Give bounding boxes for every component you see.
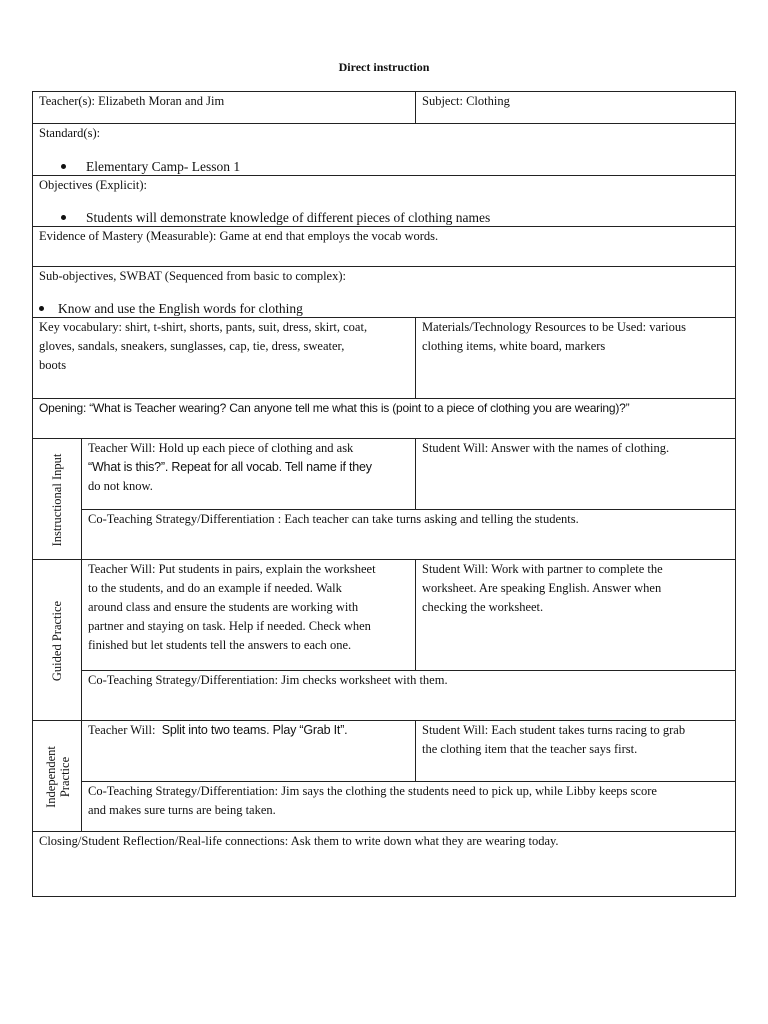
sub-objectives-label: Sub-objectives, SWBAT (Sequenced from basic to complex): <box>39 269 346 283</box>
closing-text: Closing/Student Reflection/Real-life connections: Ask them to write down what they are wearing today. <box>39 834 559 848</box>
guided-coteach-text: Co-Teaching Strategy/Differentiation: Jim checks worksheet with them. <box>88 673 448 687</box>
guided-student-cell <box>415 559 736 671</box>
key-vocabulary-cell <box>32 317 416 399</box>
independent-coteach-cell <box>81 781 736 832</box>
standards-cell <box>32 123 736 176</box>
independent-practice-label <box>44 720 72 832</box>
independent-student-line-2: the clothing item that the teacher says first. <box>422 742 638 756</box>
objectives-cell <box>32 175 736 227</box>
guided-student-line-1: Student Will: Work with partner to complete the <box>422 562 663 576</box>
independent-coteach-line-2: and makes sure turns are being taken. <box>88 803 276 817</box>
instructional-input-label-cell <box>32 438 82 560</box>
standards-label: Standard(s): <box>39 126 101 140</box>
standards-item: Elementary Camp- Lesson 1 <box>61 157 240 176</box>
guided-teacher-cell <box>81 559 416 671</box>
materials-cell <box>415 317 736 399</box>
key-vocabulary-line-2: gloves, sandals, sneakers, sunglasses, cap, tie, dress, sweater, <box>39 339 345 353</box>
guided-teacher-line-5: finished but let students tell the answers to each one. <box>88 638 352 652</box>
objectives-label: Objectives (Explicit): <box>39 178 147 192</box>
evidence-cell <box>32 226 736 267</box>
key-vocabulary-line-1: Key vocabulary: shirt, t-shirt, shorts, pants, suit, dress, skirt, coat, <box>39 320 368 334</box>
guided-teacher-line-4: partner and staying on task. Help if needed. Check when <box>88 619 371 633</box>
guided-teacher-line-3: around class and ensure the students are working with <box>88 600 359 614</box>
teacher-cell <box>32 91 416 124</box>
instructional-coteach-cell <box>81 509 736 560</box>
guided-student-line-3: checking the worksheet. <box>422 600 544 614</box>
instructional-student-cell <box>415 438 736 510</box>
instructional-teacher-cell <box>81 438 416 510</box>
teacher-text: Teacher(s): Elizabeth Moran and Jim <box>39 94 225 108</box>
materials-line-2: clothing items, white board, markers <box>422 339 606 353</box>
subject-text: Subject: Clothing <box>422 94 510 108</box>
independent-practice-label-cell <box>32 720 82 832</box>
independent-coteach-line-1: Co-Teaching Strategy/Differentiation: Jim says the clothing the students need to pick up, while Libby keeps score <box>88 784 657 798</box>
sub-objectives-item: Know and use the English words for clothing <box>39 299 303 318</box>
bullet-icon <box>39 306 44 311</box>
independent-student-cell <box>415 720 736 782</box>
instructional-teacher-line-2: “What is this?”. Repeat for all vocab. Tell name if they <box>88 460 372 474</box>
page-title: Direct instruction <box>338 60 430 74</box>
sub-objectives-cell <box>32 266 736 318</box>
independent-teacher-text: Teacher Will: Split into two teams. Play “Grab It”. <box>88 723 348 737</box>
evidence-text: Evidence of Mastery (Measurable): Game at end that employs the vocab words. <box>39 229 439 243</box>
guided-practice-label: Guided Practice <box>50 600 64 682</box>
instructional-input-label: Instructional Input <box>50 453 64 547</box>
independent-teacher-cell <box>81 720 416 782</box>
bullet-icon <box>61 215 66 220</box>
guided-teacher-line-2: to the students, and do an example if needed. Walk <box>88 581 342 595</box>
guided-practice-label-cell <box>32 559 82 721</box>
subject-cell <box>415 91 736 124</box>
closing-cell <box>32 831 736 897</box>
instructional-teacher-line-3: do not know. <box>88 479 153 493</box>
opening-cell <box>32 398 736 439</box>
guided-coteach-cell <box>81 670 736 721</box>
bullet-icon <box>61 164 66 169</box>
instructional-coteach-text: Co-Teaching Strategy/Differentiation : Each teacher can take turns asking and telling the students. <box>88 512 579 526</box>
independent-label-line-2: Practice <box>58 756 72 798</box>
independent-student-line-1: Student Will: Each student takes turns racing to grab <box>422 723 686 737</box>
instructional-teacher-line-1: Teacher Will: Hold up each piece of clothing and ask <box>88 441 354 455</box>
objectives-item: Students will demonstrate knowledge of different pieces of clothing names <box>61 208 490 227</box>
guided-student-line-2: worksheet. Are speaking English. Answer when <box>422 581 662 595</box>
opening-text: Opening: “What is Teacher wearing? Can anyone tell me what this is (point to a piece of clothing you are wearing)?” <box>39 401 630 415</box>
independent-label-line-1: Independent <box>44 746 58 808</box>
key-vocabulary-line-3: boots <box>39 358 67 372</box>
materials-line-1: Materials/Technology Resources to be Used: various <box>422 320 686 334</box>
instructional-student-text: Student Will: Answer with the names of clothing. <box>422 441 670 455</box>
guided-teacher-line-1: Teacher Will: Put students in pairs, explain the worksheet <box>88 562 376 576</box>
